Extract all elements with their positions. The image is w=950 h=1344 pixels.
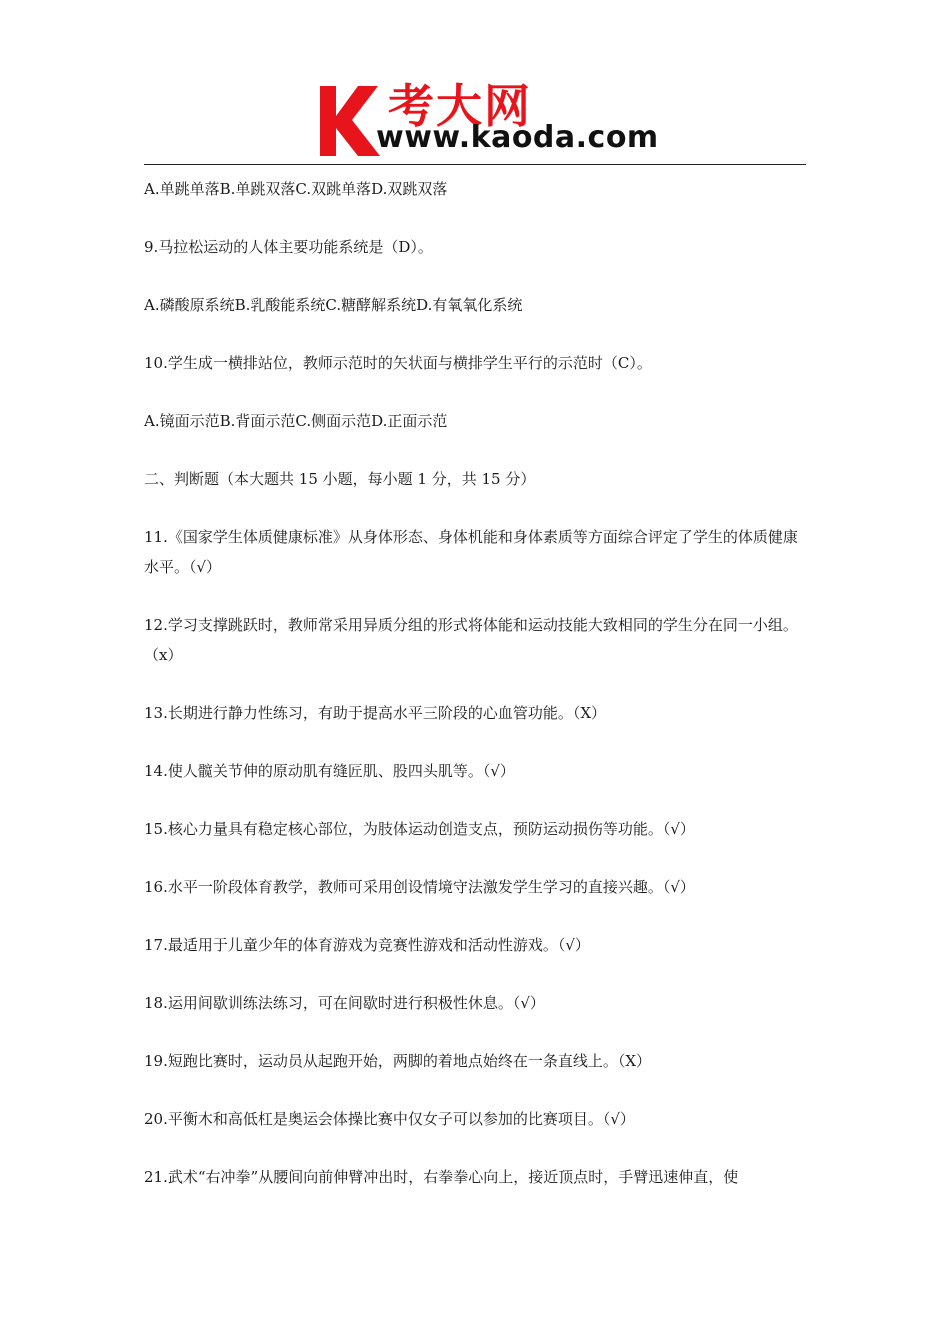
- question-10-options: A.镜面示范B.背面示范C.侧面示范D.正面示范: [144, 412, 448, 430]
- document-body: [144, 174, 808, 1220]
- question-11: 11.《国家学生体质健康标准》从身体形态、身体机能和身体素质等方面综合评定了学生的体质健康水平。（√）: [144, 528, 798, 576]
- question-17: 17.最适用于儿童少年的体育游戏为竞赛性游戏和活动性游戏。（√）: [144, 936, 590, 954]
- logo-url: www.kaoda.com: [376, 120, 659, 155]
- logo-title: 考大网: [388, 79, 532, 133]
- header-divider: [144, 164, 806, 165]
- question-9: 9.马拉松运动的人体主要功能系统是（D）。: [144, 238, 433, 256]
- question-13: 13.长期进行静力性练习，有助于提高水平三阶段的心血管功能。（X）: [144, 704, 607, 722]
- question-9-options: A.磷酸原系统B.乳酸能系统C.糖酵解系统D.有氧氧化系统: [144, 296, 523, 314]
- kaoda-logo: [314, 76, 659, 162]
- question-20: 20.平衡木和高低杠是奥运会体操比赛中仅女子可以参加的比赛项目。（√）: [144, 1110, 635, 1128]
- question-18: 18.运用间歇训练法练习，可在间歇时进行积极性休息。（√）: [144, 994, 545, 1012]
- question-21: 21.武术“右冲拳”从腰间向前伸臂冲出时，右拳拳心向上，接近顶点时，手臂迅速伸直，使: [144, 1168, 739, 1186]
- question-8-options: A.单跳单落B.单跳双落C.双跳单落D.双跳双落: [144, 180, 448, 198]
- question-15: 15.核心力量具有稳定核心部位，为肢体运动创造支点，预防运动损伤等功能。（√）: [144, 820, 695, 838]
- question-12: 12.学习支撑跳跃时，教师常采用异质分组的形式将体能和运动技能大致相同的学生分在同一小组。（x）: [144, 616, 798, 664]
- question-19: 19.短跑比赛时，运动员从起跑开始，两脚的着地点始终在一条直线上。（X）: [144, 1052, 652, 1070]
- logo-k-icon: [314, 82, 384, 160]
- question-14: 14.使人髋关节伸的原动肌有缝匠肌、股四头肌等。（√）: [144, 762, 515, 780]
- question-10: 10.学生成一横排站位，教师示范时的矢状面与横排学生平行的示范时（C）。: [144, 354, 652, 372]
- question-16: 16.水平一阶段体育教学，教师可采用创设情境守法激发学生学习的直接兴趣。（√）: [144, 878, 695, 896]
- section-heading-judgment: 二、判断题（本大题共 15 小题，每小题 1 分，共 15 分）: [144, 470, 536, 488]
